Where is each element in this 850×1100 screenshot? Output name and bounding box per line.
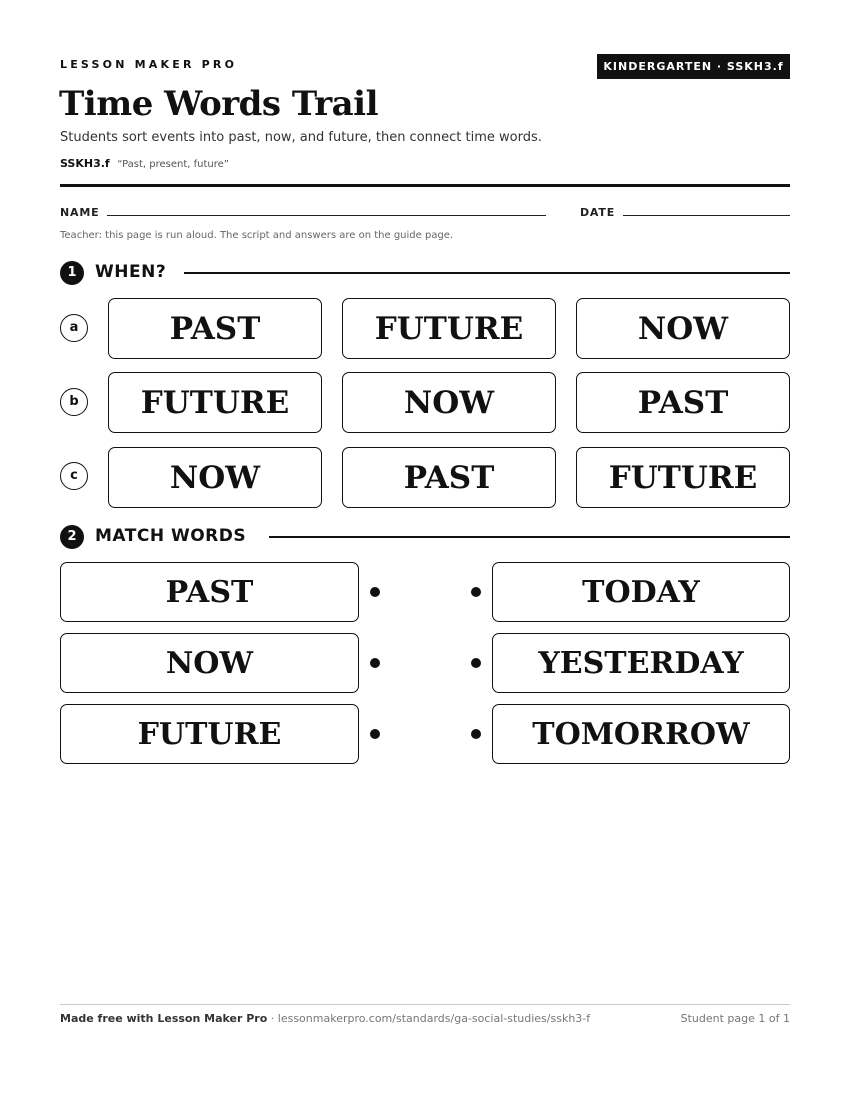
teacher-note: Teacher: this page is run aloud. The script and answers are on the guide page. [60, 230, 454, 241]
match-left-card[interactable]: NOW [60, 633, 359, 693]
section-title: MATCH WORDS [95, 526, 247, 546]
footer-credit [60, 1012, 590, 1025]
date-label: DATE [580, 206, 616, 219]
section-rule [184, 272, 790, 274]
page-title: Time Words Trail [59, 84, 379, 124]
footer-divider [60, 1004, 790, 1005]
date-field[interactable] [623, 215, 790, 216]
page-subtitle: Students sort events into past, now, and future, then connect time words. [60, 130, 542, 145]
section-2-header [60, 524, 790, 550]
footer-page-number: Student page 1 of 1 [680, 1012, 790, 1025]
name-label: NAME [60, 206, 100, 219]
standard-description: “Past, present, future” [117, 159, 229, 170]
name-field[interactable] [107, 215, 546, 216]
word-card[interactable]: NOW [576, 298, 790, 359]
word-card[interactable]: PAST [108, 298, 322, 359]
section-number: 1 [60, 261, 84, 285]
header-divider [60, 184, 790, 187]
section-number: 2 [60, 525, 84, 549]
word-card[interactable]: FUTURE [108, 372, 322, 433]
match-dot-left[interactable] [370, 587, 380, 597]
match-dot-left[interactable] [370, 729, 380, 739]
section-1-header [60, 260, 790, 286]
standard-line [60, 157, 229, 170]
section-title: WHEN? [95, 262, 167, 282]
word-card[interactable]: PAST [342, 447, 556, 508]
standard-code: SSKH3.f [60, 157, 110, 170]
match-dot-right[interactable] [471, 658, 481, 668]
footer-made-with: Made free with Lesson Maker Pro [60, 1012, 268, 1025]
row-label-a: a [60, 314, 88, 342]
match-right-card[interactable]: TOMORROW [492, 704, 790, 764]
match-dot-left[interactable] [370, 658, 380, 668]
match-dot-right[interactable] [471, 729, 481, 739]
grade-standard-badge: KINDERGARTEN · SSKH3.f [597, 54, 790, 79]
section-rule [269, 536, 790, 538]
word-card[interactable]: FUTURE [576, 447, 790, 508]
match-left-card[interactable]: PAST [60, 562, 359, 622]
match-left-card[interactable]: FUTURE [60, 704, 359, 764]
row-label-c: c [60, 462, 88, 490]
word-card[interactable]: FUTURE [342, 298, 556, 359]
row-label-b: b [60, 388, 88, 416]
word-card[interactable]: NOW [108, 447, 322, 508]
word-card[interactable]: NOW [342, 372, 556, 433]
brand-name: LESSON MAKER PRO [60, 58, 238, 71]
footer-url[interactable]: · lessonmakerpro.com/standards/ga-social-studies/sskh3-f [267, 1012, 591, 1025]
match-right-card[interactable]: TODAY [492, 562, 790, 622]
match-dot-right[interactable] [471, 587, 481, 597]
match-right-card[interactable]: YESTERDAY [492, 633, 790, 693]
word-card[interactable]: PAST [576, 372, 790, 433]
